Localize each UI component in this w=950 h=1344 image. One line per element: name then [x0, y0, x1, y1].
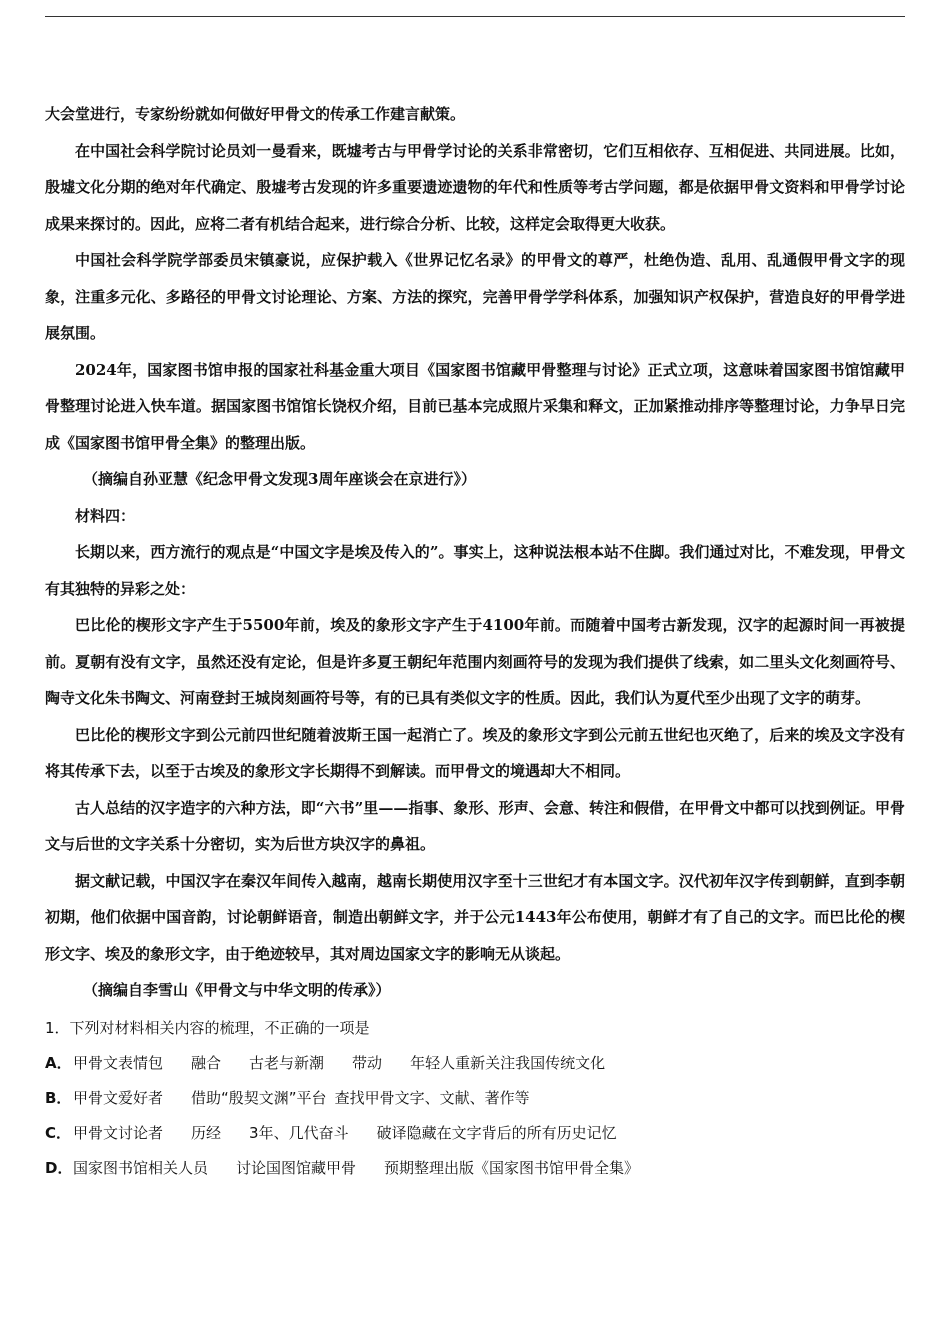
paragraph-song-zhenhao: 中国社会科学院学部委员宋镇豪说，应保护载入《世界记忆名录》的甲骨文的尊严，杜绝伪造、乱用、乱通假甲骨文字的现象，注重多元化、多路径的甲骨文讨论理论、方案、方法的探究，完善甲骨学学科体系，加强知识产权保护，营造良好的甲骨学进展氛围。 — [45, 251, 905, 342]
option-part: 甲骨文表情包 — [73, 1053, 164, 1072]
option-label: D． — [45, 1158, 73, 1177]
option-part: 融合 — [191, 1053, 222, 1072]
paragraph-extinction: 巴比伦的楔形文字到公元前四世纪随着波斯王国一起消亡了。埃及的象形文字到公元前五世纪也灭绝了，后来的埃及文字没有将其传承下去，以至于古埃及的象形文字长期得不到解读。而甲骨文的境遇却大不相同。 — [45, 725, 905, 780]
option-part: 甲骨文爱好者 — [73, 1088, 164, 1107]
option-part: 古老与新潮 — [249, 1053, 325, 1072]
option-part: 历经 — [191, 1123, 222, 1142]
option-part: 甲骨文讨论者 — [73, 1123, 164, 1142]
source-citation-1: （摘编自孙亚慧《纪念甲骨文发现3周年座谈会在京进行》） — [83, 470, 476, 488]
document-body — [45, 96, 905, 1186]
paragraph-six-scripts: 古人总结的汉字造字的六种方法，即“六书”里——指事、象形、形声、会意、转注和假借，在甲骨文中都可以找到例证。甲骨文与后世的文字关系十分密切，实为后世方块汉字的鼻祖。 — [45, 798, 905, 853]
option-label: B． — [45, 1088, 72, 1107]
option-part: 破译隐藏在文字背后的所有历史记忆 — [376, 1123, 617, 1142]
option-part: 年轻人重新关注我国传统文化 — [410, 1053, 606, 1072]
paragraph-influence: 据文献记载，中国汉字在秦汉年间传入越南，越南长期使用汉字至十三世纪才有本国文字。汉代初年汉字传到朝鲜，直到李朝初期，他们依据中国音韵，讨论朝鲜语音，制造出朝鲜文字，并于公元1443年公布使用，朝鲜才有了自己的文字。而巴比伦的楔形文字、埃及的象形文字，由于绝迹较早，其对周边国家文字的影响无从谈起。 — [45, 871, 905, 963]
option-part: 3年、几代奋斗 — [249, 1123, 349, 1142]
header-rule — [45, 16, 905, 17]
option-part: 预期整理出版《国家图书馆甲骨全集》 — [384, 1158, 640, 1177]
paragraph-national-library: 2024年，国家图书馆申报的国家社科基金重大项目《国家图书馆藏甲骨整理与讨论》正式立项，这意味着国家图书馆馆藏甲骨整理讨论进入快车道。据国家图书馆馆长饶权介绍，目前已基本完成照片采集和释文，正加紧推动排序等整理讨论，力争早日完成《国家图书馆甲骨全集》的整理出版。 — [45, 360, 905, 452]
question-stem: 1．下列对材料相关内容的梳理，不正确的一项是 — [45, 1018, 370, 1037]
paragraph-origin: 巴比伦的楔形文字产生于5500年前，埃及的象形文字产生于4100年前。而随着中国考古新发现，汉字的起源时间一再被提前。夏朝有没有文字，虽然还没有定论，但是许多夏王朝纪年范围内刻画符号的发现为我们提供了线索，如二里头文化刻画符号、陶寺文化朱书陶文、河南登封王城岗刻画符号等，有的已具有类似文字的性质。因此，我们认为夏代至少出现了文字的萌芽。 — [45, 616, 905, 707]
option-part: 讨论国图馆藏甲骨 — [236, 1158, 357, 1177]
option-label: C． — [45, 1123, 72, 1142]
paragraph-continued: 大会堂进行，专家纷纷就如何做好甲骨文的传承工作建言献策。 — [45, 105, 466, 123]
source-citation-2: （摘编自李雪山《甲骨文与中华文明的传承》） — [83, 981, 391, 999]
option-part: 查找甲骨文字、文献、著作等 — [334, 1088, 530, 1107]
material-four-label: 材料四： — [75, 506, 136, 525]
paragraph-liu-yiman: 在中国社会科学院讨论员刘一曼看来，既墟考古与甲骨学讨论的关系非常密切，它们互相依存、互相促进、共同进展。比如，殷墟文化分期的绝对年代确定、殷墟考古发现的许多重要遗迹遗物的年代和性质等考古学问题，都是依据甲骨文资料和甲骨学讨论成果来探讨的。因此，应将二者有机结合起来，进行综合分析、比较，这样定会取得更大收获。 — [45, 141, 905, 233]
option-part: 带动 — [352, 1053, 383, 1072]
paragraph-west-view: 长期以来，西方流行的观点是“中国文字是埃及传入的”。事实上，这种说法根本站不住脚。我们通过对比，不难发现，甲骨文有其独特的异彩之处： — [45, 543, 905, 598]
option-c[interactable] — [45, 1116, 905, 1151]
option-part: 国家图书馆相关人员 — [73, 1158, 209, 1177]
option-b[interactable] — [45, 1081, 905, 1116]
question-1 — [45, 1011, 905, 1186]
option-d[interactable] — [45, 1151, 905, 1186]
option-part: 借助“殷契文渊”平台 — [191, 1088, 327, 1107]
option-a[interactable] — [45, 1046, 905, 1081]
option-label: A． — [45, 1053, 72, 1072]
